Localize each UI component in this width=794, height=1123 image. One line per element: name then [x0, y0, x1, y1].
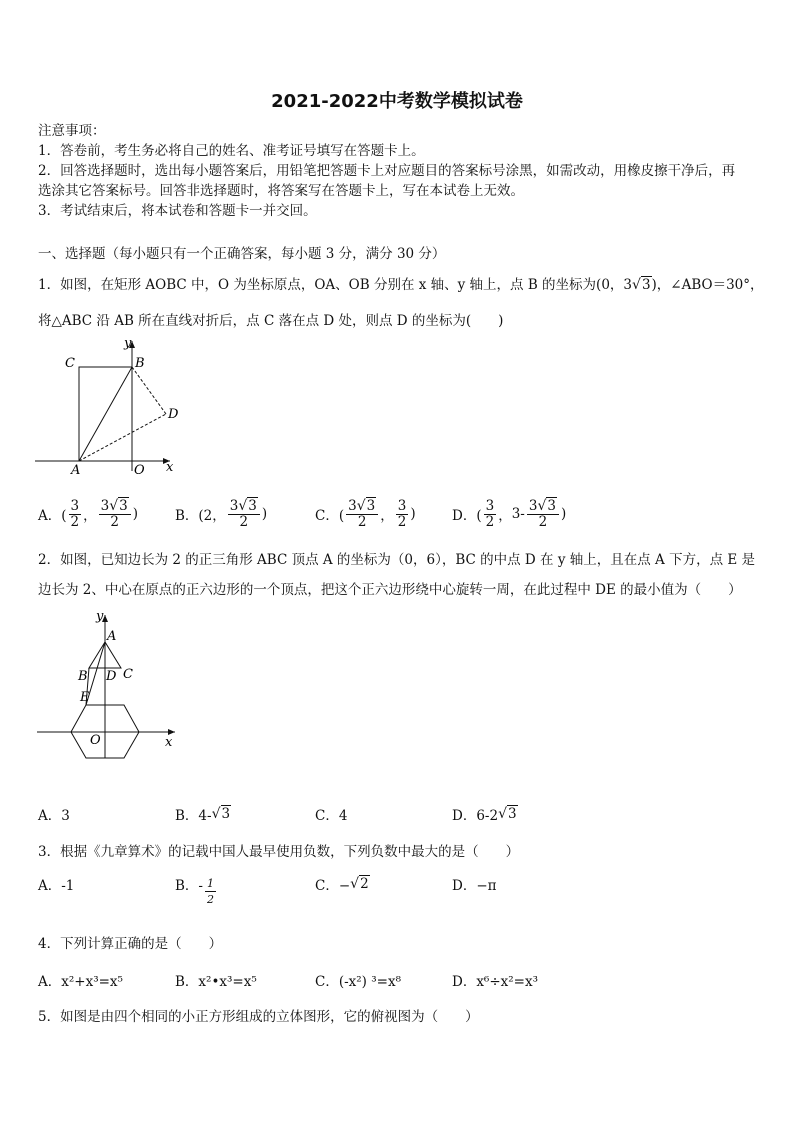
- q1-option-c[interactable]: C．( $\frac{3√3}{2}$ ， $\frac{3}{2}$ ): [315, 497, 416, 530]
- q3-option-a[interactable]: A．-1: [38, 878, 75, 894]
- label-x: x: [165, 735, 173, 750]
- q3-choices: [38, 864, 762, 904]
- q2-option-a[interactable]: A．3: [38, 808, 70, 824]
- q2-option-c[interactable]: C．4: [315, 808, 348, 824]
- label-D: D: [168, 407, 179, 422]
- q5-stem: 5．如图是由四个相同的小正方形组成的立体图形，它的俯视图为（ ）: [38, 1009, 479, 1025]
- q3-option-b[interactable]: B．- $\frac{1}{2}$: [175, 876, 214, 906]
- label-B: B: [135, 356, 145, 371]
- q2-option-b[interactable]: B．4- √3: [175, 806, 231, 824]
- q4-option-c[interactable]: C．(-x²) ³=x⁸: [315, 974, 401, 990]
- q4-option-d[interactable]: D．x⁶÷x²=x³: [452, 974, 539, 990]
- notice-item-3: 3．考试结束后，将本试卷和答题卡一并交回。: [38, 203, 317, 219]
- q3-option-c[interactable]: C．− √2: [315, 876, 369, 894]
- label-C: C: [65, 356, 75, 371]
- q4-option-b[interactable]: B．x²•x³=x⁵: [175, 974, 257, 990]
- label-y: y: [124, 336, 132, 351]
- label-y: y: [96, 610, 104, 624]
- sqrt-3: √3: [632, 277, 651, 293]
- q2-option-d[interactable]: D．6-2 √3: [452, 806, 517, 824]
- section-heading: 一、选择题（每小题只有一个正确答案，每小题 3 分，满分 30 分）: [38, 246, 446, 262]
- label-O: O: [134, 463, 145, 476]
- q1-option-d[interactable]: D．( $\frac{3}{2}$ ， 3- $\frac{3√3}{2}$ ): [452, 497, 567, 530]
- label-B: B: [78, 669, 88, 684]
- q1-stem-line2: 将△ABC 沿 AB 所在直线对折后，点 C 落在点 D 处，则点 D 的坐标为( ): [38, 313, 504, 329]
- q3-option-d[interactable]: D．−π: [452, 878, 497, 894]
- label-x: x: [166, 460, 174, 475]
- label-C: C: [123, 667, 133, 682]
- q1-choices: [38, 494, 762, 534]
- label-O: O: [90, 733, 101, 748]
- label-A: A: [107, 629, 117, 644]
- q2-stem-line2: 边长为 2、中心在原点的正六边形的一个顶点，把这个正六边形绕中心旋转一周，在此过程中 DE 的最小值为（ ）: [38, 582, 742, 598]
- label-D: D: [106, 669, 117, 684]
- q4-choices: [38, 960, 762, 1000]
- q1-option-a[interactable]: A．( $\frac{3}{2}$ ， $\frac{3√3}{2}$ ): [38, 497, 139, 530]
- q2-stem-line1: 2．如图，已知边长为 2 的正三角形 ABC 顶点 A 的坐标为（0，6），BC 的中点 D 在 y 轴上，且在点 A 下方，点 E 是: [38, 552, 756, 568]
- q2-figure: [35, 610, 185, 760]
- label-A: A: [71, 463, 81, 476]
- notice-item-2-cont: 选涂其它答案标号。回答非选择题时，将答案写在答题卡上，写在本试卷上无效。: [38, 183, 524, 199]
- q3-stem: 3．根据《九章算术》的记载中国人最早使用负数，下列负数中最大的是（ ）: [38, 844, 520, 860]
- q4-stem: 4．下列计算正确的是（ ）: [38, 936, 223, 952]
- page-title: 2021-2022中考数学模拟试卷: [271, 91, 523, 112]
- q2-choices: [38, 794, 762, 834]
- notice-item-2: 2．回答选择题时，选出每小题答案后，用铅笔把答题卡上对应题目的答案标号涂黑，如需改动，用橡皮擦干净后，再: [38, 163, 736, 179]
- q1-figure: [35, 336, 180, 476]
- notice-heading: 注意事项：: [38, 123, 106, 139]
- label-E: E: [80, 690, 90, 705]
- q1-option-b[interactable]: B．(2， $\frac{3√3}{2}$ ): [175, 497, 268, 530]
- q4-option-a[interactable]: A．x²+x³=x⁵: [38, 974, 123, 990]
- q1-stem-line1: 1．如图，在矩形 AOBC 中，O 为坐标原点，OA、OB 分别在 x 轴、y 轴上，点 B 的坐标为(0，3√3)，∠ABO＝30°，: [38, 277, 764, 293]
- notice-item-1: 1．答卷前，考生务必将自己的姓名、准考证号填写在答题卡上。: [38, 143, 425, 159]
